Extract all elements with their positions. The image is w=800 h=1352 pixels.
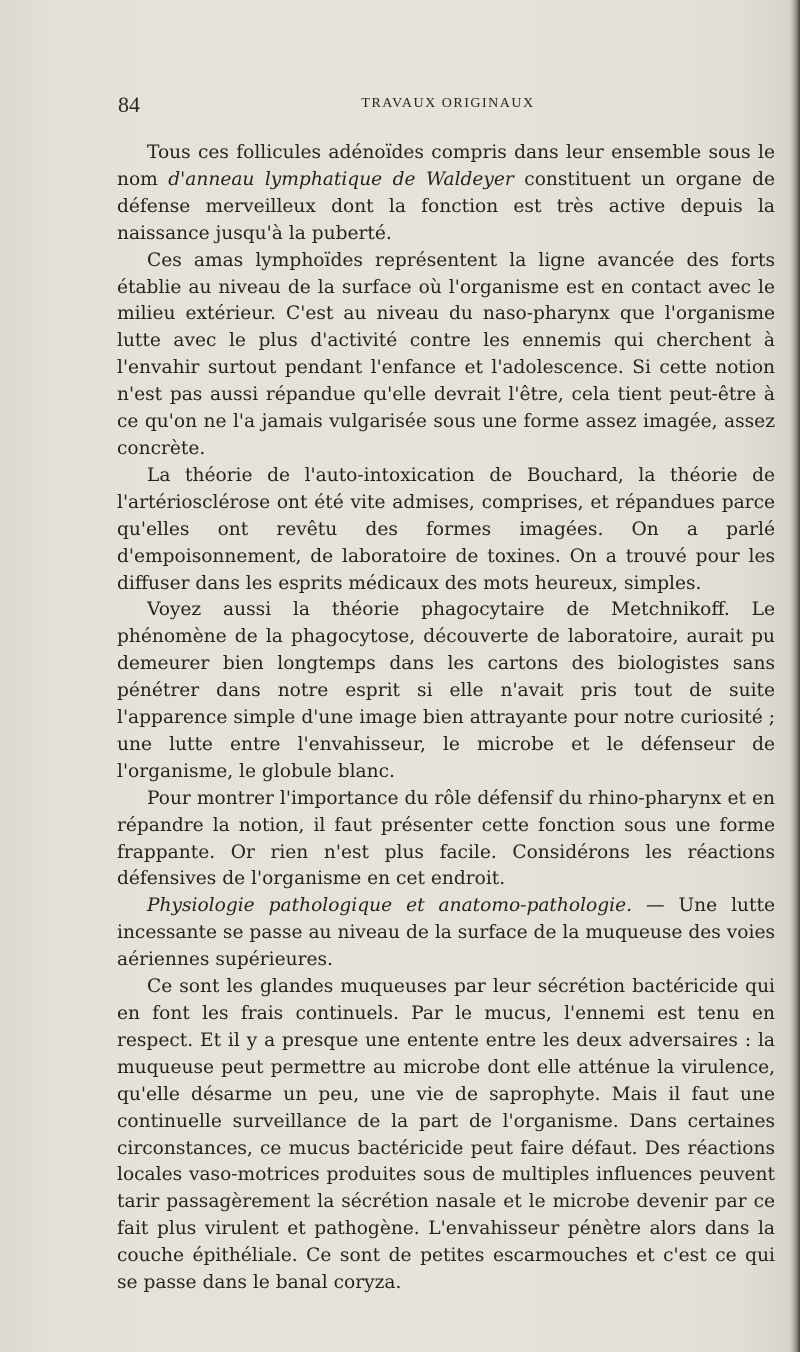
paragraph-1-italic: d'anneau lymphatique de Waldeyer <box>168 168 514 190</box>
paragraph-4: Voyez aussi la théorie phagocytaire de Metchnikoff. Le phénomène de la phagocytose, découverte de laboratoire, aurait pu demeurer bien longtemps dans les cartons des biologistes sans pénétrer dans notre esprit si elle n'avait pris tout de suite l'apparence simple d'une image bien attrayante pour notre curiosité ; une lutte entre l'envahisseur, le microbe et le défenseur de l'organisme, le globule blanc. <box>117 599 775 782</box>
paragraph-6 <box>117 893 775 974</box>
paragraph-1-end: constituent un organe de défense merveilleux dont la fonction est très active depuis la naissance jusqu'à la puberté. <box>117 168 775 244</box>
paragraph-7: Ce sont les glandes muqueuses par leur sécrétion bactéricide qui en font les frais continuels. Par le mucus, l'ennemi est tenu en respect. Et il y a presque une entente entre les deux adversaires : la muqueuse peut permettre au microbe dont elle atténue la virulence, qu'elle désarme un peu, une vie de saprophyte. Mais il faut une continuelle surveillance de la part de l'organisme. Dans certaines circonstances, ce mucus bactéricide peut faire défaut. Des réactions locales vaso-motrices produites sous de multiples influences peuvent tarir passagèrement la sécrétion nasale et le microbe devenir par ce fait plus virulent et pathogène. L'envahisseur pénètre alors dans la couche épithéliale. Ce sont de petites escarmouches et c'est ce qui se passe dans le banal coryza. <box>117 976 775 1294</box>
page-number: 84 <box>118 92 140 117</box>
paragraph-1 <box>117 140 775 248</box>
page-edge-shadow <box>790 0 800 1352</box>
running-head: TRAVAUX ORIGINAUX <box>361 96 535 111</box>
paragraph-5: Pour montrer l'importance du rôle défensif du rhino-pharynx et en répandre la notion, il faut présenter cette fonction sous une forme frappante. Or rien n'est plus facile. Considérons les réactions défensives de l'organisme en cet endroit. <box>117 787 775 890</box>
body-text <box>117 140 775 1297</box>
paragraph-2: Ces amas lymphoïdes représentent la ligne avancée des forts établie au niveau de la surface où l'organisme est en contact avec le milieu extérieur. C'est au niveau du naso-pharynx que l'organisme lutte avec le plus d'activité contre les ennemis qui cherchent à l'envahir surtout pendant l'enfance et l'adolescence. Si cette notion n'est pas aussi répandue qu'elle devrait l'être, cela tient peut-être à ce qu'on ne l'a jamais vulgarisée sous une forme assez imagée, assez concrète. <box>117 249 775 459</box>
paragraph-1-start: Tous ces follicules adénoïdes compris dans leur ensemble sous le nom <box>117 142 775 190</box>
section-heading-italic: Physiologie pathologique et anatomo-pathologie. <box>147 895 632 917</box>
page-header <box>118 92 778 122</box>
paragraph-6-end: — Une lutte incessante se passe au niveau de la surface de la muqueuse des voies aériennes supérieures. <box>117 895 775 971</box>
paragraph-3: La théorie de l'auto-intoxication de Bouchard, la théorie de l'artériosclérose ont été vite admises, comprises, et répandues parce qu'elles ont revêtu des formes imagées. On a parlé d'empoisonnement, de laboratoire de toxines. On a trouvé pour les diffuser dans les esprits médicaux des mots heureux, simples. <box>117 464 775 594</box>
